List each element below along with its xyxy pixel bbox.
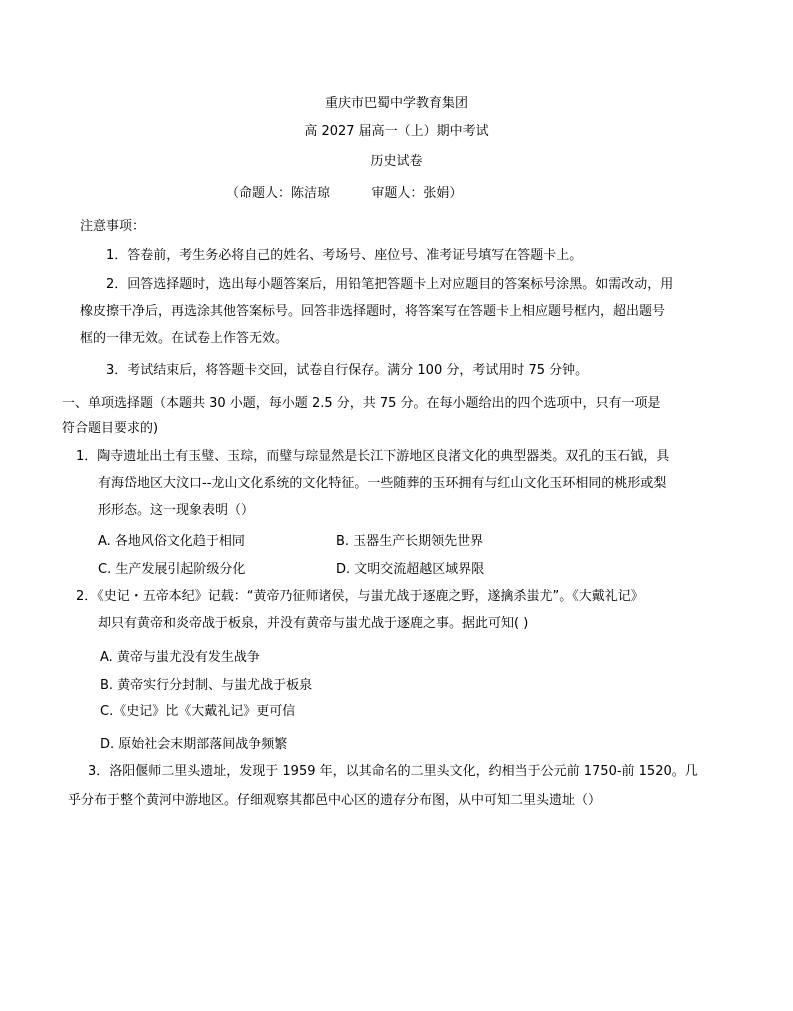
school-name: 重庆市巴蜀中学教育集团 (324, 96, 468, 111)
q2-option-d: D. 原始社会末期部落间战争频繁 (100, 737, 288, 752)
section-title-line-2: 符合题目要求的) (62, 421, 159, 436)
note-item-2-line-1: 2．回答选择题时，选出每小题答案后，用铅笔把答题卡上对应题目的答案标号涂黑。如需改动，用 (106, 277, 674, 292)
q1-option-c: C. 生产发展引起阶级分化 (98, 562, 246, 577)
q2-option-a: A. 黄帝与蚩尤没有发生战争 (100, 650, 260, 665)
q1-option-a: A. 各地风俗文化趋于相同 (98, 534, 245, 549)
q3-stem-line-2: 乎分布于整个黄河中游地区。仔细观察其都邑中心区的遗存分布图，从中可知二里头遗址（） (68, 793, 602, 808)
q1-option-d: D. 文明交流超越区域界限 (336, 562, 485, 577)
note-item-1: 1．答卷前，考生务必将自己的姓名、考场号、座位号、准考证号填写在答题卡上。 (106, 248, 583, 263)
q3-stem-line-1: 3．洛阳偃师二里头遗址，发现于 1959 年，以其命名的二里头文化，约相当于公元前 1750-前 1520。几 (88, 764, 698, 779)
q2-option-c: C.《史记》比《大戴礼记》更可信 (100, 704, 296, 719)
q1-stem-line-2: 有海岱地区大汶口--龙山文化系统的文化特征。一些随葬的玉环拥有与红山文化玉环相同的桃形或梨 (98, 476, 667, 491)
subject-title: 历史试卷 (370, 154, 423, 169)
q1-stem-line-1: 1．陶寺遗址出土有玉璧、玉琮，而璧与琮显然是长江下游地区良渚文化的典型器类。双孔的玉石钺，具 (76, 449, 670, 464)
authors-line: （命题人：陈洁琼 审题人：张娟） (226, 186, 463, 201)
q2-option-b: B. 黄帝实行分封制、与蚩尤战于板泉 (100, 678, 313, 693)
notes-title: 注意事项： (80, 219, 146, 234)
q2-stem-line-1: 2．《史记・五帝本纪》记载：“黄帝乃征师诸侯，与蚩尤战于逐鹿之野，遂擒杀蚩尤”。《大戴礼记》 (76, 589, 644, 604)
note-item-3: 3．考试结束后，将答题卡交回，试卷自行保存。满分 100 分，考试用时 75 分钟。 (106, 363, 589, 378)
note-item-2-line-2: 橡皮擦干净后，再选涂其他答案标号。回答非选择题时，将答案写在答题卡上相应题号框内，超出题号 (80, 304, 666, 319)
exam-title: 高 2027 届高一（上）期中考试 (304, 124, 489, 139)
section-title-line-1: 一、单项选择题（本题共 30 小题，每小题 2.5 分，共 75 分。在每小题给出的四个选项中，只有一项是 (62, 396, 661, 411)
q1-option-b: B. 玉器生产长期领先世界 (336, 534, 484, 549)
note-item-2-line-3: 框的一律无效。在试卷上作答无效。 (80, 331, 289, 346)
q2-stem-line-2: 却只有黄帝和炎帝战于板泉，并没有黄帝与蚩尤战于逐鹿之事。据此可知( ) (98, 616, 529, 631)
q1-stem-line-3: 形形态。这一现象表明（） (98, 503, 255, 518)
